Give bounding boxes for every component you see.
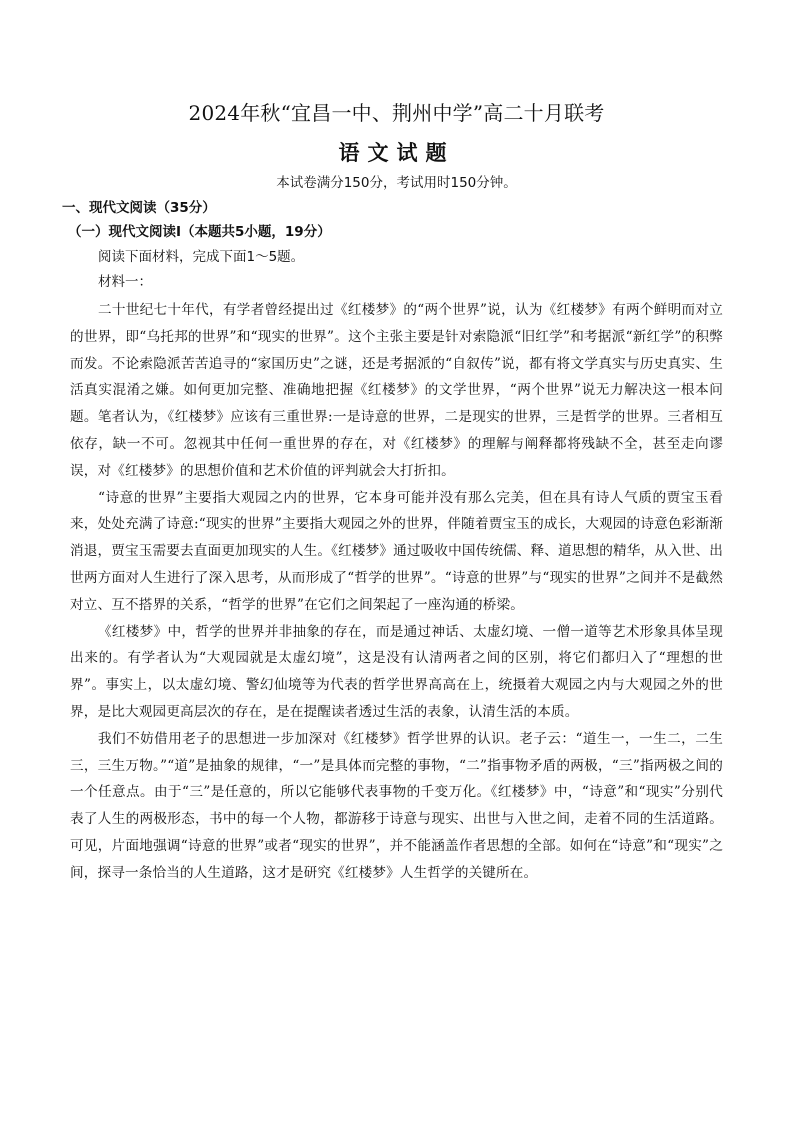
exam-info: 本试卷满分150分，考试用时150分钟。 (276, 175, 517, 191)
section-heading: 一、现代文阅读（35分） (62, 200, 216, 216)
article-paragraph-1: 二十世纪七十年代，有学者曾经提出过《红楼梦》的“两个世界”说，认为《红楼梦》有两个鲜明而对立的世界，即“乌托邦的世界”和“现实的世界”。这个主张主要是针对索隐派“旧红学”和考据派“新红学”的积弊而发。不论索隐派苦苦追寻的“家国历史”之谜，还是考据派的“自叙传”说，都有将文学真实与历史真实、生活真实混淆之嫌。如何更加完整、准确地把握《红楼梦》的文学世界，“两个世界”说无力解决这一根本问题。笔者认为，《红楼梦》应该有三重世界:一是诗意的世界，二是现实的世界，三是哲学的世界。三者相互依存，缺一不可。忽视其中任何一重世界的存在，对《红楼梦》的理解与阐释都将残缺不全，甚至走向谬误，对《红楼梦》的思想价值和艺术价值的评判就会大打折扣。 (70, 302, 723, 479)
exam-title: 2024年秋“宜昌一中、荆州中学”高二十月联考 (188, 101, 605, 125)
reading-instruction: 阅读下面材料，完成下面1～5题。 (98, 249, 305, 265)
subsection-heading: （一）现代文阅读Ⅰ（本题共5小题，19分） (68, 224, 331, 240)
material-label: 材料一： (98, 274, 152, 290)
article-paragraph-4: 我们不妨借用老子的思想进一步加深对《红楼梦》哲学世界的认识。老子云：“道生一，一生二，二生三，三生万物。”“道”是抽象的规律，“一”是具体而完整的事物，“二”指事物矛盾的两极，“三”指两极之间的一个任意点。由于“三”是任意的，所以它能够代表事物的千变万化。《红楼梦》中，“诗意”和“现实”分别代表了人生的两极形态，书中的每一个人物，都游移于诗意与现实、出世与入世之间，走着不同的生活道路。可见，片面地强调“诗意的世界”或者“现实的世界”，并不能涵盖作者思想的全部。如何在“诗意”和“现实”之间，探寻一条恰当的人生道路，这才是研究《红楼梦》人生哲学的关键所在。 (70, 730, 723, 881)
material-article (70, 297, 723, 887)
article-paragraph-2: “诗意的世界”主要指大观园之内的世界，它本身可能并没有那么完美，但在具有诗人气质的贾宝玉看来，处处充满了诗意:“现实的世界”主要指大观园之外的世界，伴随着贾宝玉的成长，大观园的诗意色彩渐渐消退，贾宝玉需要去直面更加现实的人生。《红楼梦》通过吸收中国传统儒、释、道思想的精华，从入世、出世两方面对人生进行了深入思考，从而形成了“哲学的世界”。“诗意的世界”与“现实的世界”之间并不是截然对立、互不搭界的关系，“哲学的世界”在它们之间架起了一座沟通的桥梁。 (70, 489, 723, 613)
exam-subtitle: 语文试题 (338, 141, 455, 165)
article-paragraph-3: 《红楼梦》中，哲学的世界并非抽象的存在，而是通过神话、太虚幻境、一僧一道等艺术形象具体呈现出来的。有学者认为“大观园就是太虚幻境”，这是没有认清两者之间的区别，将它们都归入了“理想的世界”。事实上，以太虚幻境、警幻仙境等为代表的哲学世界高高在上，统摄着大观园之内与大观园之外的世界，是比大观园更高层次的存在，是在提醒读者透过生活的表象，认清生活的本质。 (70, 623, 723, 720)
